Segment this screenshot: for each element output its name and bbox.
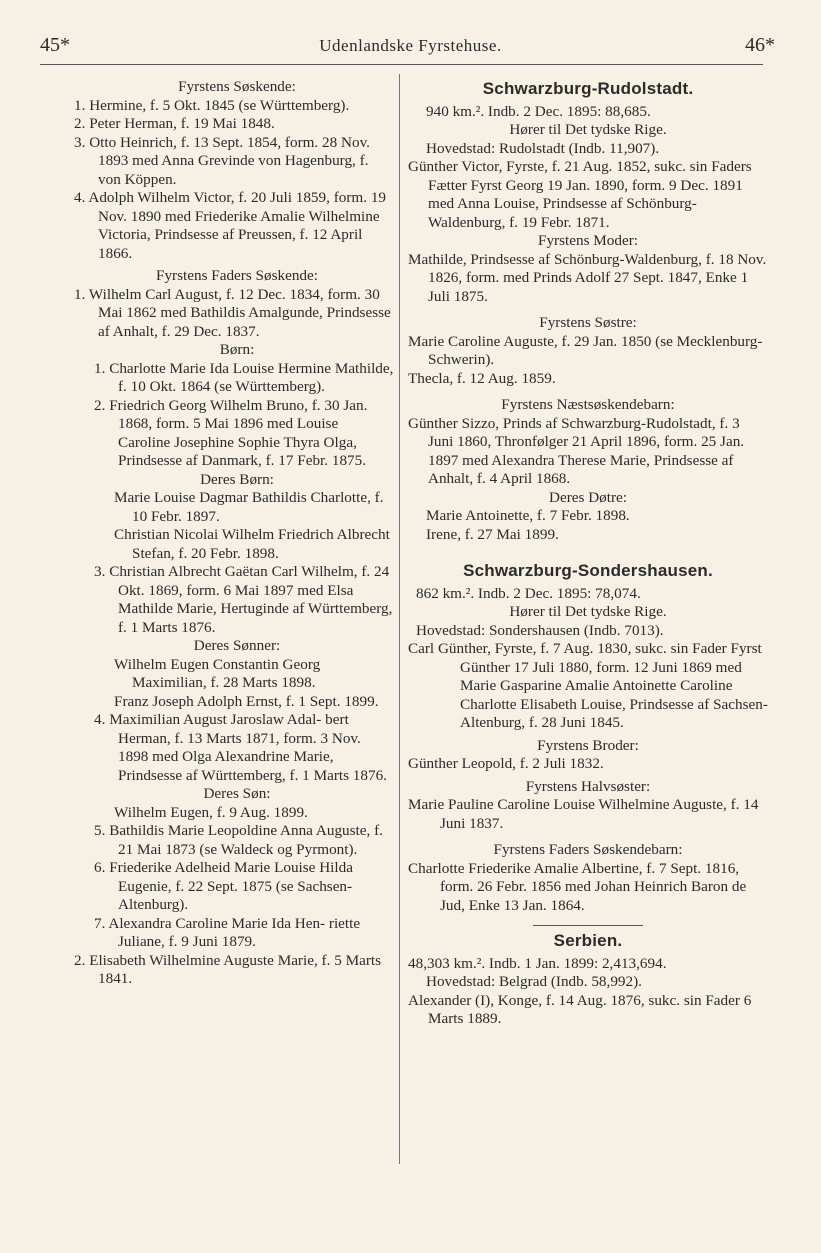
child-entry <box>20 397 394 471</box>
heading-fyrstens-moder: Fyrstens Moder: <box>538 232 638 249</box>
grandchild-entry: Marie Louise Dagmar Bathildis Charlotte, f. 10 Febr. 1897. <box>114 489 384 525</box>
heading-deres-son: Deres Søn: <box>203 785 271 802</box>
grandchild-entry: Wilhelm Eugen Constantin Georg Maximilian, f. 28 Marts 1898. <box>114 655 321 691</box>
entry-line-1: 2. Friedrich Georg Wilhelm Bruno, f. <box>94 396 321 414</box>
sister-entry: Thecla, f. 12 Aug. 1859. <box>408 369 556 387</box>
heading-deres-dotre: Deres Døtre: <box>548 488 627 506</box>
entry-line-1: 3. Christian Albrecht Gaëtan Carl <box>94 563 298 580</box>
child-entry <box>20 563 394 637</box>
page-number-left: 45* <box>40 34 70 56</box>
section-title-serbien: Serbien. <box>553 931 623 950</box>
heading-deres-born: Deres Børn: <box>200 470 274 488</box>
child-entry <box>20 711 394 785</box>
half-sister-entry: Marie Pauline Caroline Louise Wilhelmine Auguste, f. 14 Juni 1837. <box>408 796 759 832</box>
ruler-entry: Alexander (I), Konge, f. 14 Aug. 1876, sukc. sin Fader 6 Marts 1889. <box>408 991 752 1027</box>
capital-line: Hovedstad: Sondershausen (Indb. 7013). <box>416 621 664 639</box>
fathers-sibling-entry <box>20 286 394 342</box>
sibling-entry <box>20 134 394 190</box>
header-rule <box>40 64 763 65</box>
capital-line: Hovedstad: Rudolstadt (Indb. 11,907). <box>426 139 660 157</box>
mother-entry: Mathilde, Prindsesse af Schönburg-Waldenburg, f. 18 Nov. 1826, form. med Prinds Adolf 27 Sept. 1847, Enke 1 Juli 1875. <box>408 250 767 305</box>
grandchild-entry: Wilhelm Eugen, f. 9 Aug. 1899. <box>114 803 308 821</box>
grandchild-entry: Christian Nicolai Wilhelm Friedrich Albrecht Stefan, f. 20 Febr. 1898. <box>114 526 390 562</box>
heading-deres-sonner: Deres Sønner: <box>193 637 281 654</box>
section-title-rudolstadt: Schwarzburg-Rudolstadt. <box>482 79 694 98</box>
heading-halvsoster: Fyrstens Halvsøster: <box>525 777 651 795</box>
child-entry <box>20 822 394 859</box>
cousin-entry: Günther Sizzo, Prinds af Schwarzburg-Rudolstadt, f. 3 Juni 1860, Thronfølger 21 April 1896, form. 25 Jan. 1897 med Alexandra Therese Marie, Prindsesse af Anhalt, f. 4 April 1868. <box>408 414 745 487</box>
daughter-entry: Marie Antoinette, f. 7 Febr. 1898. <box>426 507 630 524</box>
entry-continuation: bert Herman, f. 13 Marts 1871, form. 3 Nov. 1898 med Olga Alexandrine Marie, Prindsesse af Württemberg, f. 1 Marts 1876. <box>118 711 387 784</box>
entry-line-1: 4. Adolph Wilhelm Victor, f. 20 Juli 1859, <box>74 189 330 206</box>
sibling-entry: 1. Hermine, f. 5 Okt. 1845 (se Württemberg). <box>74 96 350 114</box>
left-column <box>20 78 394 989</box>
entry-continuation: f. 5 Marts 1841. <box>98 951 382 987</box>
entry-continuation: Mathilde, f. 10 Okt. 1864 (se Württemberg). <box>118 359 394 395</box>
brother-entry: Günther Leopold, f. 2 Juli 1832. <box>408 755 604 772</box>
entry-continuation: Hilda Eugenie, f. 22 Sept. 1875 (se Sachsen-Altenburg). <box>118 859 353 913</box>
fathers-cousin-entry: Charlotte Friederike Amalie Albertine, f. 7 Sept. 1816, form. 26 Febr. 1856 med Johan Heinrich Baron de Jud, Enke 13 Jan. 1864. <box>408 859 747 914</box>
section-title-sondershausen: Schwarzburg-Sondershausen. <box>463 561 713 580</box>
ruler-entry: Günther Victor, Fyrste, f. 21 Aug. 1852, sukc. sin Faders Fætter Fyrst Georg 19 Jan. 1890, form. 9 Dec. 1891 med Anna Louise, Prindsesse af Schönburg-Waldenburg, f. 19 Febr. 1871. <box>408 158 752 231</box>
area-population: 48,303 km.². Indb. 1 Jan. 1899: 2,413,694. <box>408 954 667 972</box>
entry-continuation: 28 Nov. 1893 med Anna Grevinde von Hagenburg, f. von Köppen. <box>98 133 370 188</box>
page-header <box>0 0 821 70</box>
daughter-entry: Irene, f. 27 Mai 1899. <box>426 525 559 543</box>
entry-line-1: 3. Otto Heinrich, f. 13 Sept. 1854, form. <box>74 133 319 151</box>
entry-continuation: form. 19 Nov. 1890 med Friederike Amalie Wilhelmine Victoria, Prindsesse af Preussen, f. 12 April 1866. <box>98 189 387 262</box>
entry-line-1: 6. Friederike Adelheid Marie Louise <box>94 859 316 876</box>
entry-line-1: 5. Bathildis Marie Leopoldine Anna <box>94 822 313 839</box>
capital-line: Hovedstad: Belgrad (Indb. 58,992). <box>426 973 642 990</box>
section-rule <box>533 925 643 926</box>
entry-continuation: 1834, form. 30 Mai 1862 med Bathildis Amalgunde, Prindsesse af Anhalt, f. 29 Dec. 1837. <box>98 285 391 340</box>
child-entry <box>20 360 394 397</box>
running-title: Udenlandske Fyrstehuse. <box>319 36 502 55</box>
entry-continuation: Auguste, f. 21 Mai 1873 (se Waldeck og Pyrmont). <box>118 822 383 858</box>
heading-faders-soskende: Fyrstens Faders Søskende: <box>156 267 318 284</box>
heading-naestsoskendebarn: Fyrstens Næstsøskendebarn: <box>501 396 675 413</box>
area-population: 862 km.². Indb. 2 Dec. 1895: 78,074. <box>416 584 641 602</box>
child-entry <box>20 915 394 952</box>
child-entry <box>20 859 394 915</box>
entry-continuation: riette Juliane, f. 9 Juni 1879. <box>118 914 361 950</box>
right-column <box>408 78 768 1029</box>
heading-fyrstens-soskende: Fyrstens Søskende: <box>178 78 296 95</box>
grandchild-entry: Franz Joseph Adolph Ernst, f. 1 Sept. 1899. <box>114 692 379 710</box>
membership-line: Hører til Det tydske Rige. <box>509 603 667 620</box>
sibling-entry: 2. Peter Herman, f. 19 Mai 1848. <box>74 115 275 132</box>
entry-line-1: 2. Elisabeth Wilhelmine Auguste Marie, <box>74 951 318 969</box>
heading-fyrstens-sostre: Fyrstens Søstre: <box>539 314 637 331</box>
ruler-entry: Carl Günther, Fyrste, f. 7 Aug. 1830, sukc. sin Fader Fyrst Günther 17 Juli 1880, form. 12 Juni 1869 med Marie Gasparine Amalie Antoinette Caroline Charlotte Elisabeth Louise, Prindsesse af Sachsen-Altenburg, f. 28 Juni 1845. <box>408 640 768 731</box>
heading-fyrstens-broder: Fyrstens Broder: <box>537 736 639 754</box>
area-population: 940 km.². Indb. 2 Dec. 1895: 88,685. <box>426 102 651 120</box>
entry-continuation: 30 Jan. 1868, form. 5 Mai 1896 med Louise Caroline Josephine Sophie Thyra Olga, Prindsesse af Danmark, f. 17 Febr. 1875. <box>118 396 368 469</box>
membership-line: Hører til Det tydske Rige. <box>509 121 667 138</box>
sibling-entry <box>20 189 394 263</box>
entry-continuation: Wilhelm, f. 24 Okt. 1869, form. 6 Mai 1897 med Elsa Mathilde Marie, Hertuginde af Württemberg, f. 1 Marts 1876. <box>118 563 393 636</box>
column-divider <box>399 74 400 1164</box>
page-number-right: 46* <box>745 34 775 56</box>
sister-entry: Marie Caroline Auguste, f. 29 Jan. 1850 (se Mecklenburg-Schwerin). <box>408 332 763 368</box>
entry-line-1: 7. Alexandra Caroline Marie Ida Hen- <box>94 914 326 932</box>
entry-line-1: 4. Maximilian August Jaroslaw Adal- <box>94 711 322 728</box>
heading-born: Børn: <box>219 341 255 358</box>
entry-line-1: 1. Charlotte Marie Ida Louise Hermine <box>94 359 332 377</box>
heading-faders-soskendebarn: Fyrstens Faders Søskendebarn: <box>493 841 683 858</box>
fathers-sibling-entry <box>20 952 394 989</box>
entry-line-1: 1. Wilhelm Carl August, f. 12 Dec. <box>74 285 286 303</box>
